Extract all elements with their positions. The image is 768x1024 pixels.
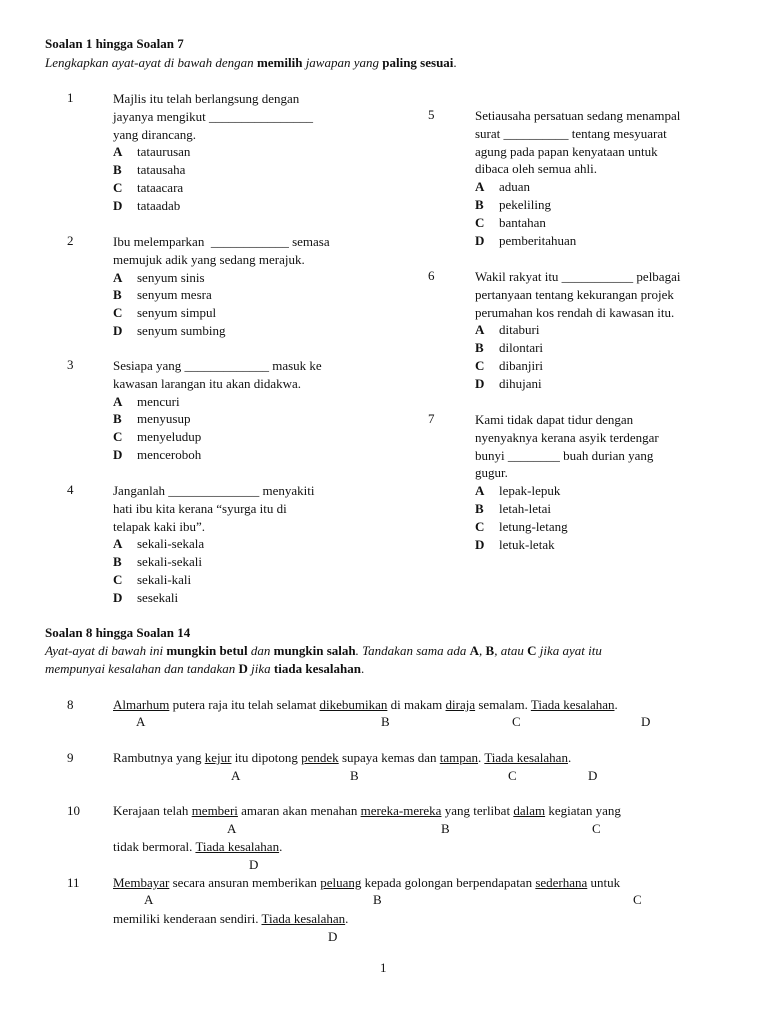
option-c[interactable]: C menyeludup bbox=[113, 429, 202, 445]
question-1-line: jayanya mengikut ________________ bbox=[113, 108, 314, 124]
question-3-line: kawasan larangan itu akan didakwa. bbox=[113, 375, 302, 391]
question-5 bbox=[475, 107, 680, 249]
question-8-label-b[interactable]: B bbox=[381, 714, 390, 729]
option-b[interactable]: B dilontari bbox=[475, 340, 544, 356]
option-d[interactable]: D menceroboh bbox=[113, 446, 202, 462]
question-4-line: Janganlah ______________ menyakiti bbox=[113, 483, 315, 498]
question-7-line: nyenyaknya kerana asyik terdengar bbox=[475, 429, 659, 445]
question-8-label-a[interactable]: A bbox=[136, 714, 146, 729]
question-8-label-c[interactable]: C bbox=[512, 714, 521, 729]
section2-instructions-line2: mempunyai kesalahan dan tandakan D jika tiada kesalahan. bbox=[45, 661, 365, 676]
question-7 bbox=[475, 411, 659, 553]
question-3 bbox=[113, 357, 322, 464]
question-5-line: agung pada papan kenyataan untuk bbox=[475, 143, 658, 159]
option-c[interactable]: C senyum simpul bbox=[113, 305, 217, 321]
option-b[interactable]: B tatausaha bbox=[113, 162, 186, 178]
question-10-label-c[interactable]: C bbox=[592, 821, 601, 836]
question-7-line: Kami tidak dapat tidur dengan bbox=[475, 412, 634, 427]
question-11-label-b[interactable]: B bbox=[373, 892, 382, 907]
section1-heading: Soalan 1 hingga Soalan 7 bbox=[45, 36, 184, 51]
instr-text-2: memilih bbox=[256, 55, 303, 70]
question-10-label-d[interactable]: D bbox=[249, 857, 259, 872]
question-11-sentence-cont: memiliki kenderaan sendiri. Tiada kesalahan. bbox=[113, 911, 349, 926]
option-d[interactable]: D letuk-letak bbox=[475, 536, 555, 552]
instr-text-5: . bbox=[453, 55, 457, 70]
option-c[interactable]: C dibanjiri bbox=[475, 357, 544, 373]
question-2-line: memujuk adik yang sedang merajuk. bbox=[113, 251, 305, 267]
question-8-number: 8 bbox=[67, 697, 74, 712]
question-9-label-c[interactable]: C bbox=[508, 768, 517, 783]
option-b[interactable]: B sekali-sekali bbox=[113, 554, 202, 570]
question-1-line: Majlis itu telah berlangsung dengan bbox=[113, 91, 300, 106]
question-6-line: perumahan kos rendah di kawasan itu. bbox=[475, 304, 675, 320]
option-d[interactable]: D dihujani bbox=[475, 375, 542, 391]
section2-heading: Soalan 8 hingga Soalan 14 bbox=[45, 625, 191, 640]
option-a[interactable]: A senyum sinis bbox=[113, 269, 205, 285]
question-9-number: 9 bbox=[67, 750, 74, 765]
option-d[interactable]: D tataadab bbox=[113, 197, 181, 213]
option-c[interactable]: C letung-letang bbox=[475, 518, 568, 534]
instr-text-3: jawapan yang bbox=[302, 55, 383, 70]
question-10-number: 10 bbox=[67, 803, 80, 818]
question-11-label-a[interactable]: A bbox=[144, 892, 154, 907]
option-b[interactable]: B senyum mesra bbox=[113, 287, 212, 303]
question-4-line: hati ibu kita kerana “syurga itu di bbox=[113, 500, 287, 516]
question-5-line: dibaca oleh semua ahli. bbox=[475, 161, 598, 177]
question-3-line: Sesiapa yang _____________ masuk ke bbox=[113, 358, 322, 373]
question-11-label-d[interactable]: D bbox=[328, 929, 338, 944]
option-a[interactable]: A sekali-sekala bbox=[113, 536, 205, 552]
question-1-number: 1 bbox=[67, 90, 74, 105]
question-11-sentence: Membayar secara ansuran memberikan peluang kepada golongan berpendapatan sederhana untuk bbox=[113, 875, 621, 890]
question-5-line: surat __________ tentang mesyuarat bbox=[475, 125, 667, 141]
question-6 bbox=[475, 268, 680, 393]
question-4 bbox=[113, 482, 314, 607]
option-d[interactable]: D pemberitahuan bbox=[475, 232, 577, 248]
question-5-line: Setiausaha persatuan sedang menampal bbox=[475, 108, 681, 123]
question-9-sentence: Rambutnya yang kejur itu dipotong pendek supaya kemas dan tampan. Tiada kesalahan. bbox=[113, 750, 572, 765]
option-a[interactable]: A ditaburi bbox=[475, 322, 540, 338]
question-9-label-b[interactable]: B bbox=[350, 768, 359, 783]
option-d[interactable]: D sesekali bbox=[113, 589, 179, 605]
option-c[interactable]: C sekali-kali bbox=[113, 571, 192, 587]
question-2-number: 2 bbox=[67, 233, 74, 248]
instr-text-4: paling sesuai bbox=[382, 55, 454, 70]
question-1-line: yang dirancang. bbox=[113, 126, 197, 142]
option-c[interactable]: C bantahan bbox=[475, 214, 546, 230]
instr-text-1: Lengkapkan ayat-ayat di bawah dengan bbox=[45, 55, 257, 70]
question-4-number: 4 bbox=[67, 482, 74, 497]
page-number: 1 bbox=[380, 960, 387, 975]
question-11-label-c[interactable]: C bbox=[633, 892, 642, 907]
question-3-number: 3 bbox=[67, 357, 74, 372]
question-9-label-a[interactable]: A bbox=[231, 768, 241, 783]
option-b[interactable]: B pekeliling bbox=[475, 196, 551, 212]
question-10-label-b[interactable]: B bbox=[441, 821, 450, 836]
option-a[interactable]: A tataurusan bbox=[113, 144, 191, 160]
question-5-number: 5 bbox=[428, 107, 435, 122]
question-11-number: 11 bbox=[67, 875, 80, 890]
question-10-label-a[interactable]: A bbox=[227, 821, 237, 836]
question-7-line: bunyi ________ buah durian yang bbox=[475, 447, 654, 463]
question-10-sentence-cont: tidak bermoral. Tiada kesalahan. bbox=[113, 839, 283, 854]
option-b[interactable]: B menyusup bbox=[113, 411, 191, 427]
question-4-line: telapak kaki ibu”. bbox=[113, 518, 206, 534]
option-a[interactable]: A lepak-lepuk bbox=[475, 483, 561, 499]
question-7-number: 7 bbox=[428, 411, 435, 426]
question-8-label-d[interactable]: D bbox=[641, 714, 651, 729]
question-8-sentence: Almarhum putera raja itu telah selamat dikebumikan di makam diraja semalam. Tiada kesalahan. bbox=[113, 697, 618, 712]
question-7-line: gugur. bbox=[475, 465, 508, 481]
option-d[interactable]: D senyum sumbing bbox=[113, 322, 226, 338]
question-2-line: Ibu melemparkan ____________ semasa bbox=[113, 234, 330, 249]
option-a[interactable]: A aduan bbox=[475, 179, 531, 195]
section1-instructions bbox=[45, 55, 457, 71]
question-9-label-d[interactable]: D bbox=[588, 768, 598, 783]
question-6-line: Wakil rakyat itu ___________ pelbagai bbox=[475, 269, 681, 284]
option-a[interactable]: A mencuri bbox=[113, 393, 180, 409]
question-6-line: pertanyaan tentang kekurangan projek bbox=[475, 286, 674, 302]
section2-instructions-line1: Ayat-ayat di bawah ini mungkin betul dan mungkin salah. Tandakan sama ada A, B, atau C jika ayat itu bbox=[45, 643, 602, 658]
question-6-number: 6 bbox=[428, 268, 435, 283]
question-1 bbox=[113, 90, 313, 215]
option-c[interactable]: C tataacara bbox=[113, 179, 184, 195]
option-b[interactable]: B letah-letai bbox=[475, 500, 551, 516]
question-10-sentence: Kerajaan telah memberi amaran akan menahan mereka-mereka yang terlibat dalam kegiatan yang bbox=[113, 803, 621, 818]
question-2 bbox=[113, 233, 330, 340]
